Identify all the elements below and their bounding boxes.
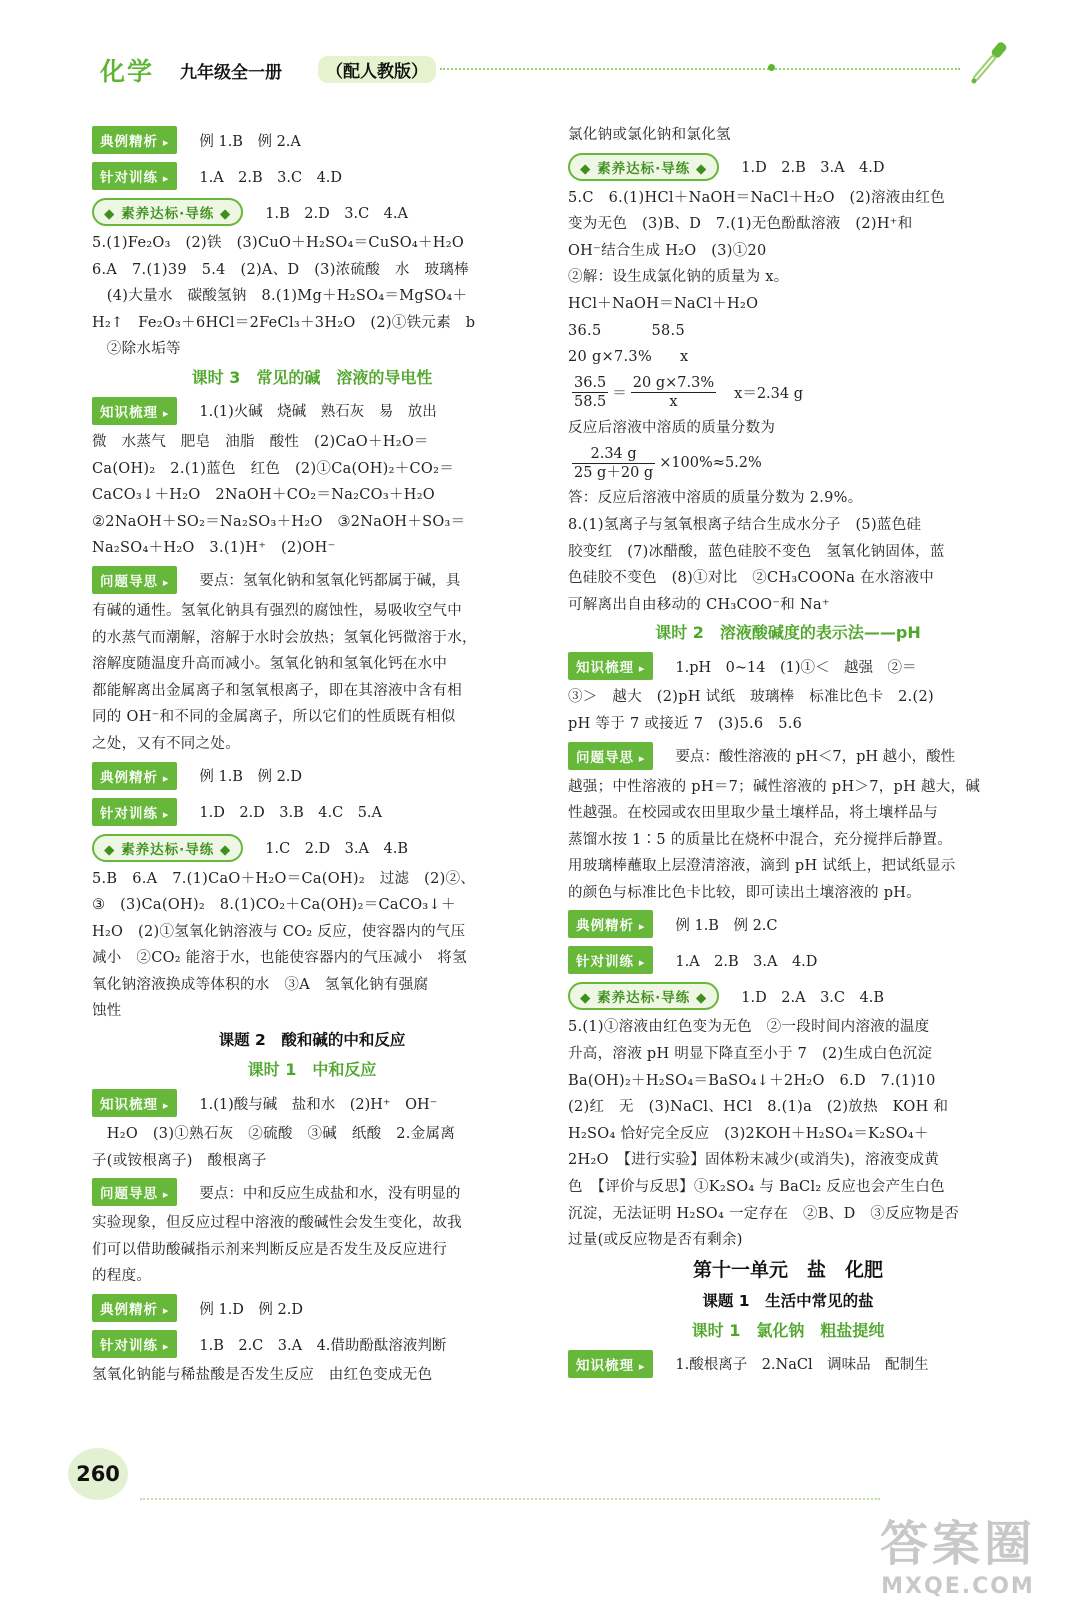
dropper-icon [968,38,1016,86]
section-tag: 问题导思 ▸ [92,1178,177,1206]
section-tag: 针对训练 ▸ [568,946,653,974]
text-line: (4)大量水 碳酸氢钠 8.(1)Mg＋H₂SO₄＝MgSO₄＋ [92,288,468,305]
text-line: H₂O (3)①熟石灰 ②硫酸 ③碱 纸酸 2.金属离 [92,1126,456,1143]
text-line: pH 等于 7 或接近 7 (3)5.6 5.6 [568,715,803,732]
section-tag: 知识梳理 ▸ [568,652,653,680]
text-line: ②2NaOH＋SO₂＝Na₂SO₃＋H₂O ③2NaOH＋SO₃＝ [92,513,466,530]
answer-row [92,158,532,194]
section-tag: 典例精析 ▸ [92,762,177,790]
answer-row [92,393,532,429]
answer-text: 1.(1)火碱 烧碱 熟石灰 易 放出 [199,404,437,421]
section-tag: 知识梳理 ▸ [92,397,177,425]
text-line: 反应后溶液中溶质的质量分数为 [568,419,776,436]
section-tag: 针对训练 ▸ [92,798,177,826]
section-tag: 针对训练 ▸ [92,1330,177,1358]
answer-row [92,122,532,158]
text-line: 氯化钠或氯化钠和氯化氢 [568,127,731,143]
answer-text: 1.D 2.B 3.A 4.D [741,160,885,177]
text-line: H₂SO₄ 恰好完全反应 (3)2KOH＋H₂SO₄＝K₂SO₄＋ [568,1125,929,1142]
unit-title: 第十一单元 盐 化肥 [692,1258,883,1281]
text-line: 胶变红 (7)冰醋酸，蓝色硅胶不变色 氢氧化钠固体，蓝 [568,543,945,560]
text-line: 8.(1)氢离子与氢氧根离子结合生成水分子 (5)蓝色硅 [568,516,922,533]
lesson-title: 课时 1 氯化钠 粗盐提纯 [691,1320,885,1340]
text-line: 升高，溶液 pH 明显下降直至小于 7 (2)生成白色沉淀 [568,1046,933,1063]
answer-row [92,1085,532,1121]
text-line: 有碱的通性。氢氧化钠具有强烈的腐蚀性，易吸收空气中 [92,602,462,619]
answer-row [92,194,532,230]
text-line: Ca(OH)₂ 2.(1)蓝色 红色 (2)①Ca(OH)₂＋CO₂＝ [92,460,455,477]
lesson-title: 课时 2 溶液酸碱度的表示法——pH [655,623,921,643]
answer-row [568,648,1008,684]
text-line: ②解：设生成氯化钠的质量为 x。 [568,269,789,286]
percentage-formula: $\frac{2.34 g}{25 g+20 g}$ ×100%≈5.2% [574,445,762,481]
text-line: 用玻璃棒蘸取上层澄清溶液，滴到 pH 试纸上，把试纸显示 [568,858,956,875]
proportion-formula: $\frac{36.5}{58.5}$ ＝ $\frac{20 g\times 7.3\%}{x}$ x＝2.34 g [574,375,803,411]
text-line: 5.(1)①溶液由红色变为无色 ②一段时间内溶液的温度 [568,1019,930,1036]
section-tag: 典例精析 ▸ [92,126,177,154]
answer-text: 例 1.B 例 2.A [199,133,301,150]
topic-title: 课题 1 生活中常见的盐 [702,1291,874,1310]
answer-text: 1.酸根离子 2.NaCl 调味品 配制生 [675,1357,929,1374]
answer-row [568,738,1008,774]
text-line: 微 水蒸气 肥皂 油脂 酸性 (2)CaO＋H₂O＝ [92,433,429,450]
text-line: 色 【评价与反思】①K₂SO₄ 与 BaCl₂ 反应也会产生白色 [568,1179,945,1196]
text-line: 之处，又有不同之处。 [92,735,240,752]
text-line: 溶解度随温度升高而减小。氢氧化钠和氢氧化钙在水中 [92,656,448,673]
fraction: $\frac{20 g\times 7.3\%}{x}$ [632,375,715,411]
text-line: OH⁻结合生成 H₂O (3)①20 [568,242,767,259]
answer-row [92,1290,532,1326]
topic-title: 课题 2 酸和碱的中和反应 [218,1031,406,1050]
text-line: ③＞ 越大 (2)pH 试纸 玻璃棒 标准比色卡 2.(2) [568,689,934,706]
header-divider [440,68,960,70]
section-tag: 典例精析 ▸ [568,910,653,938]
answer-text: 例 1.B 例 2.D [199,769,303,785]
section-tag: ◆ 素养达标·导练 ◆ [568,153,719,181]
watermark-logo: 答案圈 MXQE.COM [879,1516,1036,1599]
header-dot [768,64,775,71]
text-line: 5.B 6.A 7.(1)CaO＋H₂O＝Ca(OH)₂ 过滤 (2)②、 [92,870,476,887]
answer-row [92,1174,532,1210]
text-line: H₂O (2)①氢氧化钠溶液与 CO₂ 反应，使容器内的气压 [92,923,466,940]
footer-divider [140,1498,880,1500]
text-line: 蚀性 [92,1003,122,1020]
fraction: $\frac{2.34 g}{25 g+20 g}$ [574,445,654,481]
text-line: H₂↑ Fe₂O₃＋6HCl＝2FeCl₃＋3H₂O (2)①铁元素 b [92,314,476,331]
answer-text: 例 1.B 例 2.C [675,917,778,934]
section-tag: ◆ 素养达标·导练 ◆ [92,834,243,862]
answer-text: 例 1.D 例 2.D [199,1301,303,1318]
answer-text: 1.C 2.D 3.A 4.B [265,841,408,857]
answer-row [92,830,532,866]
answer-row [568,906,1008,942]
right-column [568,122,1008,1382]
page-number: 260 [68,1448,128,1500]
text-line: 减小 ②CO₂ 能溶于水，也能使容器内的气压减小 将氢 [92,950,468,967]
text-line: 的水蒸气而潮解，溶解于水时会放热；氢氧化钙微溶于水， [92,629,477,646]
text-line: 2H₂O 【进行实验】固体粉末减少(或消失)，溶液变成黄 [568,1152,940,1169]
mass-values-line: 20 g×7.3% x [568,349,689,366]
section-tag: ◆ 素养达标·导练 ◆ [92,198,243,226]
answer-text: 1.(1)酸与碱 盐和水 (2)H⁺ OH⁻ [199,1096,438,1113]
answer-text: 1.A 2.B 3.C 4.D [199,169,343,186]
text-line: 性越强。在校园或农田里取少量土壤样品，将土壤样品与 [568,805,938,822]
answer-row [568,942,1008,978]
left-column [92,122,532,1389]
text-line: 氢氧化钠能与稀盐酸是否发生反应 由红色变成无色 [92,1367,433,1384]
page-header [0,0,1066,100]
answer-text: 1.A 2.B 3.A 4.D [675,953,818,970]
text-line: 答：反应后溶液中溶质的质量分数为 2.9%。 [568,490,863,507]
section-tag: 针对训练 ▸ [92,162,177,190]
text-line: ②除水垢等 [92,341,181,358]
text-line: Na₂SO₄＋H₂O 3.(1)H⁺ (2)OH⁻ [92,540,336,557]
answer-text: 要点：中和反应生成盐和水，没有明显的 [199,1185,461,1202]
answer-text: 1.pH 0~14 (1)①＜ 越强 ②＝ [675,659,917,676]
text-line: 色硅胶不变色 (8)①对比 ②CH₃COONa 在水溶液中 [568,570,935,587]
text-line: 可解离出自由移动的 CH₃COO⁻和 Na⁺ [568,596,830,613]
text-line: 变为无色 (3)B、D 7.(1)无色酚酞溶液 (2)H⁺和 [568,216,913,233]
text-line: 们可以借助酸碱指示剂来判断反应是否发生及反应进行 [92,1241,448,1258]
text-line: ③ (3)Ca(OH)₂ 8.(1)CO₂＋Ca(OH)₂＝CaCO₃↓＋ [92,897,456,914]
section-tag: 知识梳理 ▸ [92,1089,177,1117]
answer-row [568,149,1008,185]
text-line: 都能解离出金属离子和氢氧根离子，即在其溶液中含有相 [92,682,462,699]
section-tag: 知识梳理 ▸ [568,1350,653,1378]
section-tag: ◆ 素养达标·导练 ◆ [568,982,719,1010]
subject-title: 化学 [100,57,155,86]
text-line: 5.(1)Fe₂O₃ (2)铁 (3)CuO＋H₂SO₄＝CuSO₄＋H₂O [92,235,465,251]
text-line: 沉淀，无法证明 H₂SO₄ 一定存在 ②B、D ③反应物是否 [568,1205,960,1222]
section-tag: 问题导思 ▸ [92,566,177,594]
text-line: 蒸馏水按 1∶5 的质量比在烧杯中混合，充分搅拌后静置。 [568,831,953,848]
answer-row [92,562,532,598]
section-tag: 典例精析 ▸ [92,1294,177,1322]
answer-row [568,978,1008,1014]
edition-label: （配人教版） [318,56,436,83]
mass-ratio-line: 36.5 58.5 [568,322,685,339]
answer-text: 1.D 2.A 3.C 4.B [741,989,884,1006]
answer-text: 1.B 2.D 3.C 4.A [265,205,408,222]
answer-text: 1.B 2.C 3.A 4.借助酚酞溶液判断 [199,1337,447,1354]
text-line: 的程度。 [92,1268,152,1285]
lesson-title: 课时 1 中和反应 [247,1060,377,1080]
text-line: 实验现象，但反应过程中溶液的酸碱性会发生变化，故我 [92,1215,462,1232]
equation-line: HCl＋NaOH＝NaCl＋H₂O [568,295,759,312]
answer-row [568,1346,1008,1382]
text-line: 氧化钠溶液换成等体积的水 ③A 氢氧化钠有强腐 [92,976,429,993]
fraction: $\frac{36.5}{58.5}$ [574,375,607,411]
answer-text: 要点：氢氧化钠和氢氧化钙都属于碱，具 [199,573,461,590]
text-line: 子(或铵根离子) 酸根离子 [92,1152,267,1169]
answer-row [92,1326,532,1362]
answer-row [92,758,532,794]
text-line: (2)红 无 (3)NaCl、HCl 8.(1)a (2)放热 KOH 和 [568,1099,949,1116]
answer-row [92,794,532,830]
text-line: 6.A 7.(1)39 5.4 (2)A、D (3)浓硫酸 水 玻璃棒 [92,261,469,278]
section-tag: 问题导思 ▸ [568,742,653,770]
text-line: 越强；中性溶液的 pH＝7；碱性溶液的 pH＞7，pH 越大，碱 [568,778,981,795]
text-line: CaCO₃↓＋H₂O 2NaOH＋CO₂＝Na₂CO₃＋H₂O [92,487,435,504]
text-line: 5.C 6.(1)HCl＋NaOH＝NaCl＋H₂O (2)溶液由红色 [568,189,945,206]
answer-text: 要点：酸性溶液的 pH＜7，pH 越小，酸性 [675,749,956,765]
text-line: 的颜色与标准比色卡比较，即可读出土壤溶液的 pH。 [568,884,922,901]
text-line: 过量(或反应物是否有剩余) [568,1232,743,1249]
lesson-title: 课时 3 常见的碱 溶液的导电性 [191,367,433,387]
text-line: Ba(OH)₂＋H₂SO₄＝BaSO₄↓＋2H₂O 6.D 7.(1)10 [568,1072,936,1089]
text-line: 同的 OH⁻和不同的金属离子，所以它们的性质既有相似 [92,709,456,726]
grade-label: 九年级全一册 [180,63,282,83]
answer-text: 1.D 2.D 3.B 4.C 5.A [199,805,383,821]
